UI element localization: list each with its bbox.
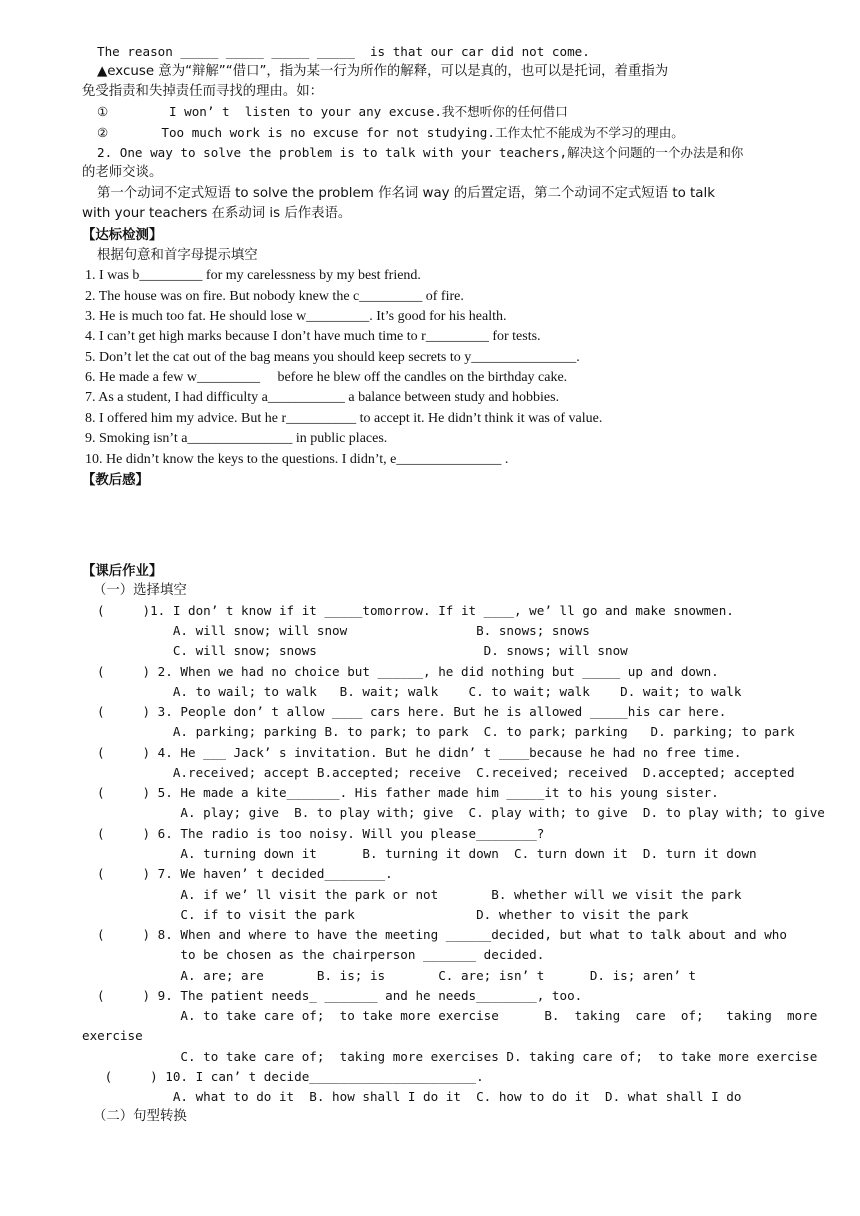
point-2-line-1: 2. One way to solve the problem is to talk with your teachers,解决这个问题的一个办法是和你: [97, 145, 744, 160]
homework-heading: 【课后作业】: [82, 564, 163, 579]
question-line: ( ) 6. The radio is too noisy. Will you please________?: [97, 826, 545, 841]
reason-line: The reason _____ _____ _____ _____ is that our car did not come.: [97, 44, 590, 59]
dabiao-item: 5. Don’t let the cat out of the bag means you should keep secrets to y_______________.: [85, 350, 580, 365]
dabiao-heading: 【达标检测】: [82, 228, 163, 243]
dabiao-instruction: 根据句意和首字母提示填空: [97, 248, 258, 263]
option-line: A. to wail; to walk B. wait; walk C. to wait; walk D. wait; to walk: [97, 684, 742, 699]
dabiao-item: 4. I can’t get high marks because I don’t have much time to r_________ for tests.: [85, 329, 541, 344]
homework-section-1: （一）选择填空: [93, 583, 187, 598]
option-line: A. will snow; will snow B. snows; snows: [97, 623, 590, 638]
option-line: A.received; accept B.accepted; receive C.received; received D.accepted; accepted: [97, 765, 795, 780]
question-line: ( ) 5. He made a kite_______. His father made him _____it to his young sister.: [97, 785, 719, 800]
option-line: C. will snow; snows D. snows; will snow: [97, 643, 628, 658]
question-line: ( ) 3. People don’ t allow ____ cars here. But he is allowed _____his car here.: [97, 704, 727, 719]
option-line: A. turning down it B. turning it down C. turn down it D. turn it down: [97, 846, 757, 861]
question-line: ( ) 4. He ___ Jack’ s invitation. But he didn’ t ____because he had no free time.: [97, 745, 742, 760]
dabiao-item: 7. As a student, I had difficulty a___________ a balance between study and hobbies.: [85, 390, 560, 405]
option-line: C. to take care of; taking more exercises D. taking care of; to take more exercise: [97, 1049, 818, 1064]
option-line: A. parking; parking B. to park; to park C. to park; parking D. parking; to park: [97, 724, 795, 739]
option-line-wrap: exercise: [82, 1028, 143, 1043]
dabiao-item: 2. The house was on fire. But nobody knew the c_________ of fire.: [85, 289, 464, 304]
option-line: A. are; are B. is; is C. are; isn’ t D. is; aren’ t: [97, 968, 696, 983]
option-line: C. if to visit the park D. whether to visit the park: [97, 907, 689, 922]
jiaohougan-heading: 【教后感】: [82, 473, 149, 488]
dabiao-item: 10. He didn’t know the keys to the questions. I didn’t, e_______________ .: [85, 452, 509, 467]
option-line: A. play; give B. to play with; give C. play with; to give D. to play with; to give: [97, 805, 825, 820]
point-2-explain-2: with your teachers 在系动词 is 后作表语。: [82, 206, 352, 221]
dabiao-item: 9. Smoking isn’t a_______________ in public places.: [85, 431, 388, 446]
question-line: ( ) 7. We haven’ t decided________.: [97, 866, 393, 881]
excuse-example-1: ① I won’ t listen to your any excuse.我不想听你的任何借口: [97, 104, 568, 119]
option-line: A. if we’ ll visit the park or not B. whether will we visit the park: [97, 887, 742, 902]
dabiao-item: 8. I offered him my advice. But he r__________ to accept it. He didn’t think it was of value.: [85, 411, 603, 426]
dabiao-item: 3. He is much too fat. He should lose w_________. It’s good for his health.: [85, 309, 507, 324]
excuse-note-line-1: ▲excuse 意为“辩解”“借口”，指为某一行为所作的解释，可以是真的，也可以是托词，着重指为: [97, 64, 669, 79]
excuse-example-2: ② Too much work is no excuse for not studying.工作太忙不能成为不学习的理由。: [97, 125, 684, 140]
question-line: ( ) 9. The patient needs_ _______ and he needs________, too.: [97, 988, 583, 1003]
dabiao-item: 6. He made a few w_________ before he blew off the candles on the birthday cake.: [85, 370, 568, 385]
option-line: A. to take care of; to take more exercise B. taking care of; taking more: [97, 1008, 818, 1023]
point-2-explain-1: 第一个动词不定式短语 to solve the problem 作名词 way 的后置定语，第二个动词不定式短语 to talk: [97, 186, 715, 201]
question-line: ( ) 10. I can’ t decide______________________.: [97, 1069, 484, 1084]
question-line: ( ) 8. When and where to have the meeting ______decided, but what to talk about and who: [97, 927, 787, 942]
excuse-note-line-2: 免受指责和失掉责任而寻找的理由。如：: [82, 84, 324, 99]
point-2-line-2: 的老师交谈。: [82, 165, 163, 180]
question-line: ( ) 2. When we had no choice but ______, he did nothing but _____ up and down.: [97, 664, 719, 679]
homework-section-2: （二）句型转换: [93, 1109, 187, 1124]
question-line: to be chosen as the chairperson _______ decided.: [97, 947, 545, 962]
dabiao-item: 1. I was b_________ for my carelessness by my best friend.: [85, 268, 421, 283]
question-line: ( )1. I don’ t know if it _____tomorrow. If it ____, we’ ll go and make snowmen.: [97, 603, 734, 618]
option-line: A. what to do it B. how shall I do it C. how to do it D. what shall I do: [97, 1089, 742, 1104]
